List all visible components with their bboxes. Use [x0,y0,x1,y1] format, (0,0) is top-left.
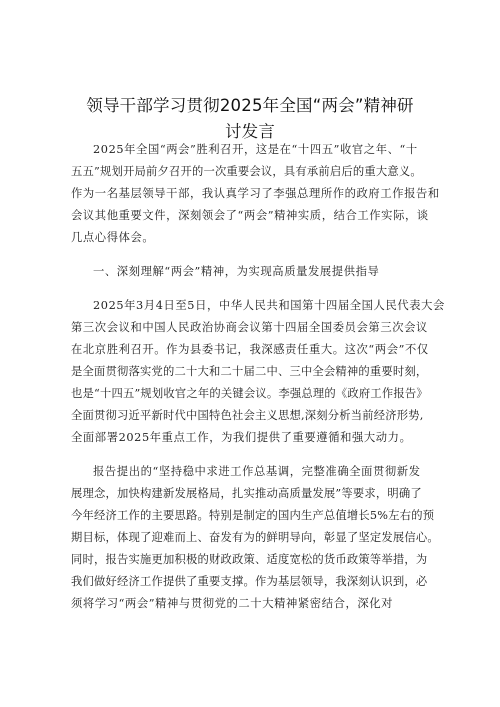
paragraph-3-line: 同时，报告实施更加积极的财政政策、适度宽松的货币政策等举措，为 [71,553,428,566]
document-title-line-1: 领导干部学习贯彻2025年全国“两会”精神研 [86,96,414,115]
paragraph-1-line: 作为一名基层领导干部，我认真学习了李强总理所作的政府工作报告和 [71,187,440,200]
paragraph-3-line: 期目标，体现了迎难而上、奋发有为的鲜明导向，彰显了坚定发展信心。 [71,531,439,544]
paragraph-3-line: 今年经济工作的主要思路。特别是制定的国内生产总值增长5%左右的预 [71,509,435,522]
paragraph-1-line: 2025年全国“两会”胜利召开，这是在“十四五”收官之年、“十 [93,143,418,156]
paragraph-3-line: 须将学习“两会”精神与贯彻党的二十大精神紧密结合，深化对 [71,597,394,610]
paragraph-2-line: 在北京胜利召开。作为县委书记，我深感责任重大。这次“两会”不仅 [71,343,429,356]
paragraph-2-line: 第三次会议和中国人民政治协商会议第十四届全国委员会第三次会议 [71,321,428,334]
paragraph-1-line: 会议其他重要文件，深刻领会了“两会”精神实质，结合工作实际，谈 [71,209,429,222]
paragraph-1-line: 几点心得体会。 [71,231,155,244]
paragraph-3-line: 我们做好经济工作提供了重要支撑。作为基层领导，我深刻认识到，必 [71,575,428,588]
paragraph-1-line: 五五”规划开局前夕召开的一次重要会议，具有承前启后的重大意义。 [71,165,422,178]
section-heading: 一、深刻理解“两会”精神，为实现高质量发展提供指导 [93,265,380,278]
paragraph-3-line: 展理念，加快构建新发展格局，扎实推动高质量发展”等要求，明确了 [71,487,422,500]
paragraph-2-line: 是全面贯彻落实党的二十大和二十届二中、三中全会精神的重要时刻， [71,365,428,378]
paragraph-2-line: 全面贯彻习近平新时代中国特色社会主义思想,深刻分析当前经济形势, [71,409,424,422]
paragraph-2-line: 全面部署2025年重点工作，为我们提供了重要遵循和强大动力。 [71,431,412,444]
paragraph-3-line: 报告提出的“坚持稳中求进工作总基调，完整准确全面贯彻新发 [93,465,421,478]
paragraph-2-line: 也是“十四五”规划收官之年的关键会议。李强总理的《政府工作报告》 [71,387,428,400]
paragraph-2-line: 2025年3月4日至5日，中华人民共和国第十四届全国人民代表大会 [93,299,445,312]
document-title-line-2: 讨发言 [224,122,276,141]
